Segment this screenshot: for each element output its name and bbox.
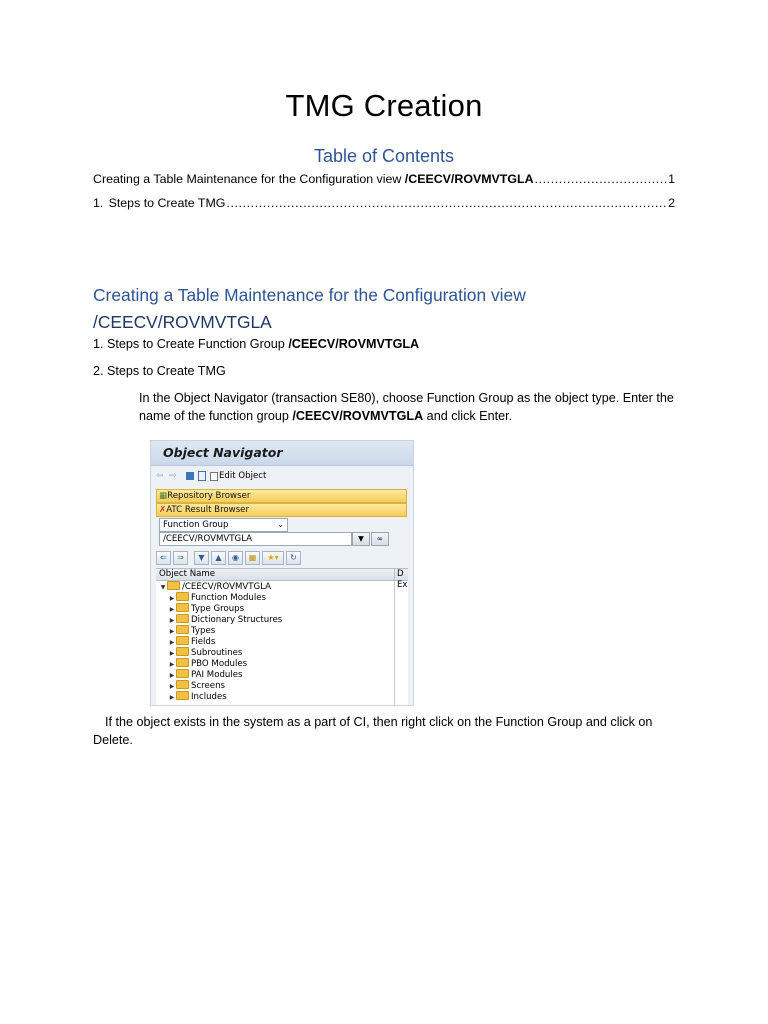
- tree-node-label: Fields: [191, 637, 216, 647]
- tree-node-label: Types: [191, 626, 216, 636]
- folder-icon: [176, 625, 189, 634]
- folder-open-icon: [167, 581, 180, 590]
- folder-icon: [176, 636, 189, 645]
- folder-icon: [176, 647, 189, 656]
- collapsed-triangle-icon: ▶: [169, 639, 175, 646]
- tree-node-label: Includes: [191, 692, 227, 702]
- favorites-icon[interactable]: ★▾: [262, 551, 284, 565]
- folder-icon: [176, 680, 189, 689]
- object-tree: [156, 568, 408, 706]
- object-type-select[interactable]: [159, 518, 288, 532]
- object-type-value: Function Group: [163, 520, 229, 530]
- collapse-icon[interactable]: ▲: [211, 551, 226, 565]
- section-heading: Creating a Table Maintenance for the Configuration view: [93, 285, 526, 305]
- toc-entry-1-code: /CEECV/ROVMVTGLA: [404, 172, 534, 186]
- folder-icon: [176, 603, 189, 612]
- collapsed-triangle-icon: ▶: [169, 683, 175, 690]
- sap-toolbar: [151, 466, 413, 486]
- tree-node[interactable]: [168, 614, 282, 625]
- tree-node[interactable]: [168, 691, 227, 702]
- previous-object-icon[interactable]: ⇐: [156, 551, 171, 565]
- toc-entry-1-page: 1: [668, 172, 675, 186]
- folder-icon: [176, 614, 189, 623]
- expand-icon[interactable]: ▼: [194, 551, 209, 565]
- dropdown-button[interactable]: [352, 532, 370, 546]
- delete-instruction: If the object exists in the system as a part of CI, then right click on the Function Group and click on Delete.: [93, 715, 653, 747]
- toc-leader: [226, 196, 667, 210]
- hierarchy-icon[interactable]: ▦: [245, 551, 260, 565]
- tree-node-label: Function Modules: [191, 593, 267, 603]
- expanded-triangle-icon: ▼: [160, 584, 166, 591]
- folder-icon: [176, 669, 189, 678]
- repository-browser-label: Repository Browser: [167, 491, 251, 501]
- chevron-down-icon: ⌄: [277, 520, 284, 529]
- page-title: TMG Creation: [285, 88, 483, 123]
- section-heading-code: /CEECV/ROVMVTGLA: [93, 312, 272, 332]
- object-name-input[interactable]: /CEECV/ROVMVTGLA: [159, 532, 352, 546]
- tree-node[interactable]: [168, 669, 243, 680]
- step-2: 2. Steps to Create TMG: [93, 364, 226, 378]
- step-1: [93, 335, 419, 353]
- caret-down-icon: ▼: [358, 534, 364, 543]
- toc-entry-2-number: 1.: [93, 196, 104, 210]
- atc-result-browser-label: ATC Result Browser: [166, 505, 250, 515]
- info-icon[interactable]: [198, 471, 206, 481]
- sap-tree-toolbar: [156, 551, 301, 564]
- tree-node[interactable]: [168, 603, 244, 614]
- atc-result-browser-button[interactable]: [156, 503, 407, 517]
- tree-node-label: PBO Modules: [191, 659, 248, 669]
- edit-icon: [210, 472, 218, 481]
- tree-root-label: /CEECV/ROVMVTGLA: [182, 582, 272, 592]
- edit-object-button[interactable]: [210, 471, 266, 481]
- tree-node-label: Dictionary Structures: [191, 615, 283, 625]
- tree-header: [156, 569, 408, 581]
- instruction-code: /CEECV/ROVMVTGLA: [292, 409, 424, 423]
- tree-node-label: Subroutines: [191, 648, 243, 658]
- collapsed-triangle-icon: ▶: [169, 661, 175, 668]
- folder-icon: [176, 691, 189, 700]
- back-arrow-icon[interactable]: ⇦: [156, 470, 164, 481]
- edit-object-label: Edit Object: [219, 471, 267, 481]
- where-used-icon[interactable]: [186, 472, 194, 480]
- repository-browser-button[interactable]: [156, 489, 407, 503]
- toc-entry-1[interactable]: [93, 172, 675, 186]
- step-1-code: /CEECV/ROVMVTGLA: [288, 337, 420, 351]
- forward-arrow-icon[interactable]: ⇨: [169, 470, 177, 481]
- folder-icon: [176, 592, 189, 601]
- display-button[interactable]: [371, 532, 389, 546]
- tree-node[interactable]: [168, 625, 215, 636]
- tree-node[interactable]: [168, 636, 215, 647]
- tree-node-label: Type Groups: [191, 604, 245, 614]
- tree-node[interactable]: [168, 592, 266, 603]
- collapsed-triangle-icon: ▶: [169, 606, 175, 613]
- toc-entry-1-text: Creating a Table Maintenance for the Configuration view: [93, 172, 405, 186]
- tree-root-node[interactable]: [159, 581, 271, 592]
- collapsed-triangle-icon: ▶: [169, 672, 175, 679]
- tree-header-d: D: [394, 569, 404, 580]
- glasses-icon: ∞: [376, 534, 384, 543]
- tree-node[interactable]: [168, 680, 225, 691]
- instruction-text-a: In the Object Navigator (transaction SE80), choose Function Group as the object type. Enter the name of the function group: [139, 391, 674, 423]
- collapsed-triangle-icon: ▶: [169, 650, 175, 657]
- collapsed-triangle-icon: ▶: [169, 595, 175, 602]
- instruction-paragraph: [139, 389, 679, 425]
- toc-leader: [535, 172, 668, 186]
- tree-node[interactable]: [168, 647, 242, 658]
- repository-icon: ▦: [159, 491, 168, 501]
- tree-node-label: PAI Modules: [191, 670, 243, 680]
- collapsed-triangle-icon: ▶: [169, 628, 175, 635]
- column-divider: [394, 580, 395, 706]
- toc-entry-2[interactable]: [93, 196, 675, 210]
- next-object-icon[interactable]: ⇒: [173, 551, 188, 565]
- tree-header-object-name: Object Name: [159, 569, 216, 579]
- find-icon[interactable]: ◉: [228, 551, 243, 565]
- toc-entry-2-text: Steps to Create TMG: [108, 196, 226, 210]
- collapsed-triangle-icon: ▶: [169, 694, 175, 701]
- atc-check-icon: ✗: [159, 505, 167, 515]
- tree-column-ex: Ex: [397, 580, 408, 590]
- sap-window-title: Object Navigator: [151, 441, 413, 466]
- step-1-text: 1. Steps to Create Function Group: [93, 337, 289, 351]
- toc-entry-2-page: 2: [668, 196, 675, 210]
- tree-node-label: Screens: [191, 681, 226, 691]
- object-navigator-screenshot: [150, 440, 414, 706]
- tree-node[interactable]: [168, 658, 247, 669]
- instruction-text-b: and click Enter.: [423, 409, 513, 423]
- folder-icon: [176, 658, 189, 667]
- toc-heading: Table of Contents: [313, 146, 455, 166]
- refresh-icon[interactable]: ↻: [286, 551, 301, 565]
- collapsed-triangle-icon: ▶: [169, 617, 175, 624]
